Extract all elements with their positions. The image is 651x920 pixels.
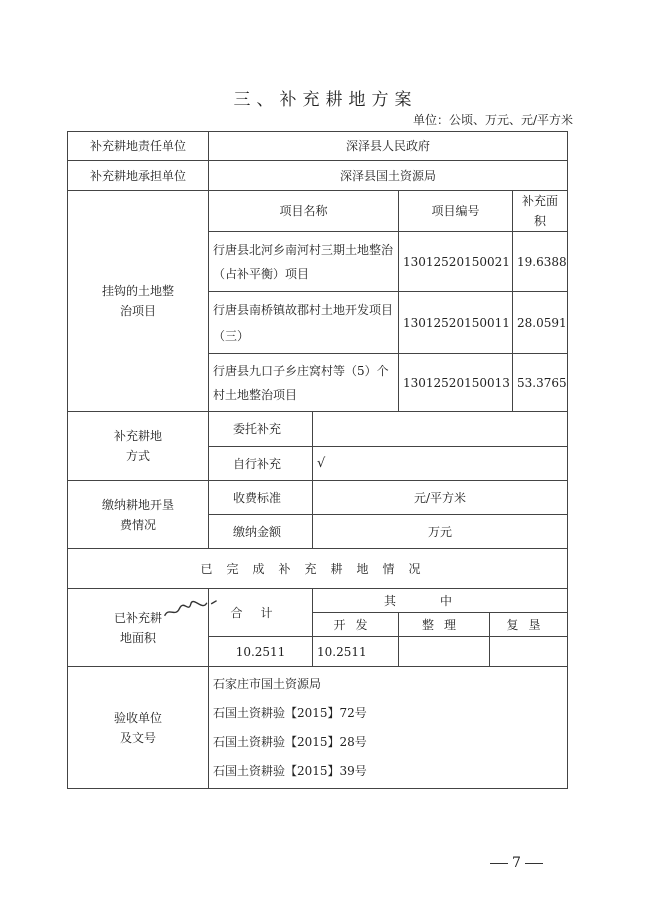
completed-heading: 已完成补充耕地情况 [68,549,568,589]
project-code: 13012520150011 [399,292,513,354]
project-area: 53.3765 [513,354,568,412]
acceptance-line: 石国土资耕验【2015】28号 [213,734,367,749]
responsible-unit-row [68,132,568,161]
project-code: 13012520150021 [399,232,513,292]
acceptance-row [68,667,568,789]
farmland-plan-table [67,131,568,789]
page-title: 三、补充耕地方案 [233,90,418,110]
completed-total-value: 10.2511 [209,637,313,667]
method-option-label: 自行补充 [209,447,313,481]
completed-develop-value: 10.2511 [313,637,399,667]
fee-row-label: 缴纳金额 [209,515,313,549]
page-number: 7 [512,855,521,871]
projects-header-code: 项目编号 [399,191,513,232]
project-name: 行唐县南桥镇故郡村土地开发项目（三） [209,292,399,354]
acceptance-line: 石国土资耕验【2015】39号 [213,763,367,778]
completed-reclaim-label: 复垦 [490,613,568,637]
undertaking-unit-label: 补充耕地承担单位 [68,161,209,191]
completed-reclaim-value [490,637,568,667]
project-code: 13012520150013 [399,354,513,412]
project-area: 19.6388 [513,232,568,292]
project-area: 28.0591 [513,292,568,354]
acceptance-label: 验收单位及文号 [113,710,162,745]
undertaking-unit-row [68,161,568,191]
project-name: 行唐县九口子乡庄窝村等（5）个村土地整治项目 [209,354,399,412]
acceptance-line: 石家庄市国土资源局 [213,676,322,691]
completed-of-which-row [68,589,568,613]
completed-arrange-label: 整理 [399,613,490,637]
fee-label: 缴纳耕地开垦费情况 [102,497,175,532]
method-row [68,412,568,447]
projects-label: 挂钩的土地整治项目 [101,284,174,318]
fee-row-value: 元/平方米 [313,481,568,515]
completed-of-which-label: 其中 [313,589,568,613]
fee-row-label: 收费标准 [209,481,313,515]
responsible-unit-label: 补充耕地责任单位 [68,132,209,161]
projects-header-area: 补充面积 [513,191,568,232]
fee-row [68,481,568,515]
method-option-value [313,412,568,447]
method-option-label: 委托补充 [209,412,313,447]
completed-total-label: 合计 [209,589,313,637]
completed-arrange-value [399,637,490,667]
completed-heading-row [68,549,568,589]
project-name: 行唐县北河乡南河村三期土地整治（占补平衡）项目 [209,232,399,292]
completed-area-label: 已补充耕地面积 [113,610,162,645]
undertaking-unit-value: 深泽县国土资源局 [209,161,568,191]
projects-header-name: 项目名称 [209,191,399,232]
method-label: 补充耕地方式 [113,429,162,463]
fee-row-value: 万元 [313,515,568,549]
completed-develop-label: 开发 [313,613,399,637]
unit-note: 单位：公顷、万元、元/平方米 [412,113,573,127]
acceptance-line: 石国土资耕验【2015】72号 [213,705,367,720]
responsible-unit-value: 深泽县人民政府 [209,132,568,161]
projects-header-row [68,191,568,232]
method-option-value: √ [313,447,568,481]
page-number-dash [525,863,543,864]
page-number-dash [490,863,508,864]
